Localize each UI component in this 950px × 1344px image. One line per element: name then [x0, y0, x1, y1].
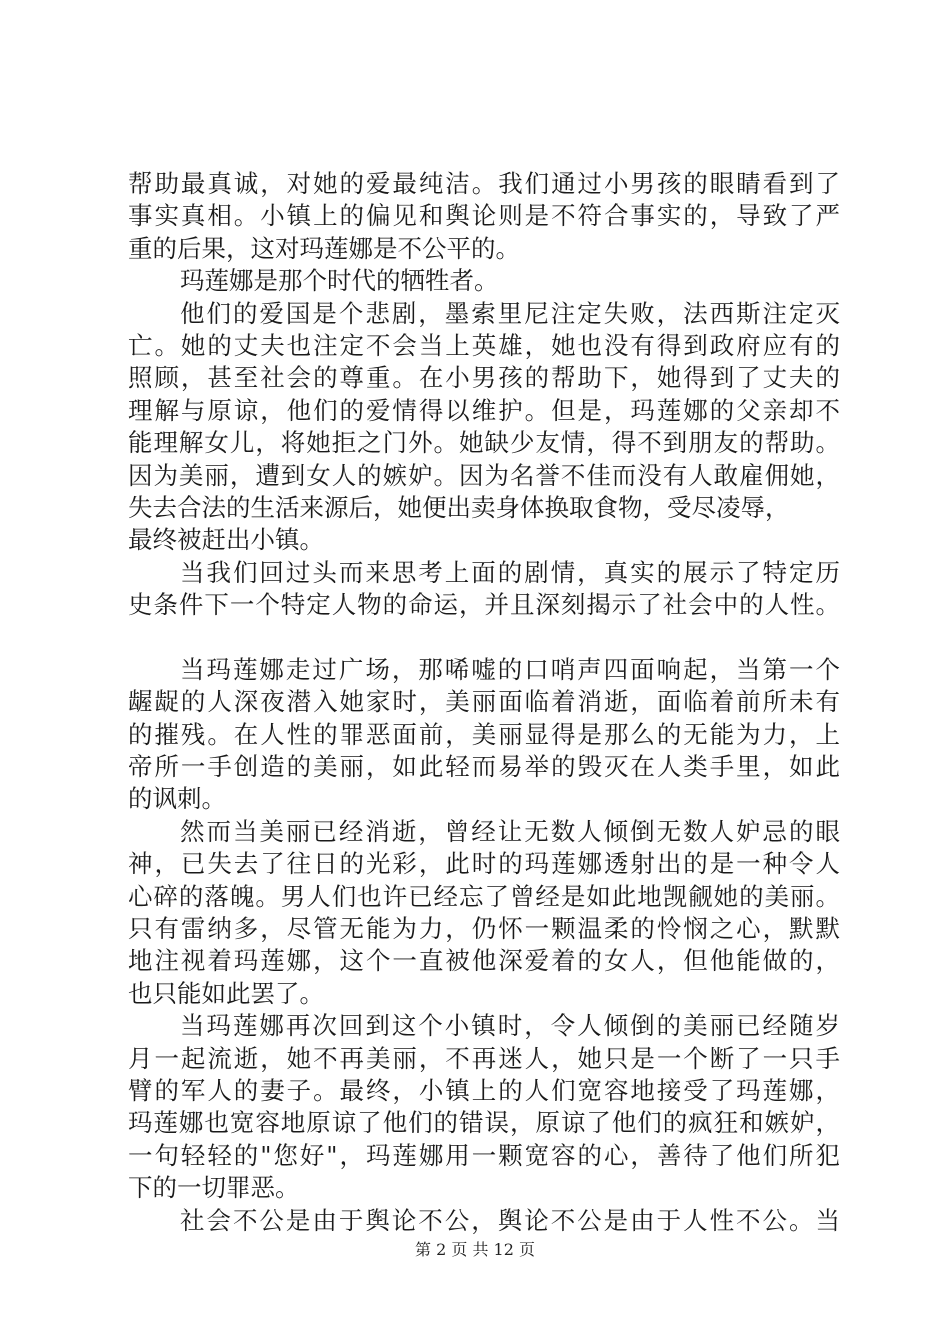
text-line: 史条件下一个特定人物的命运，并且深刻揭示了社会中的人性。 — [128, 590, 840, 620]
text-line: 重的后果，这对玛莲娜是不公平的。 — [128, 233, 520, 263]
text-line: 的讽刺。 — [128, 784, 226, 814]
text-line: 事实真相。小镇上的偏见和舆论则是不符合事实的，导致了严 — [128, 201, 840, 231]
text-line: 一句轻轻的"您好"，玛莲娜用一颗宽容的心，善待了他们所犯 — [128, 1140, 840, 1170]
text-line: 神，已失去了往日的光彩，此时的玛莲娜透射出的是一种令人 — [128, 849, 840, 879]
text-line: 他们的爱国是个悲剧，墨索里尼注定失败，法西斯注定灭 — [180, 298, 840, 328]
text-line: 心碎的落魄。男人们也许已经忘了曾经是如此地觊觎她的美丽。 — [128, 881, 840, 911]
text-line: 失去合法的生活来源后，她便出卖身体换取食物，受尽凌辱， — [128, 492, 790, 522]
text-line: 下的一切罪恶。 — [128, 1173, 300, 1203]
text-line: 的摧残。在人性的罪恶面前，美丽显得是那么的无能为力，上 — [128, 719, 840, 749]
text-line: 玛莲娜也宽容地原谅了他们的错误，原谅了他们的疯狂和嫉妒， — [128, 1108, 840, 1138]
text-line: 理解与原谅，他们的爱情得以维护。但是，玛莲娜的父亲却不 — [128, 395, 840, 425]
text-line: 当玛莲娜走过广场，那唏嘘的口哨声四面响起，当第一个 — [180, 654, 840, 684]
blank-line — [128, 621, 840, 653]
text-line: 帝所一手创造的美丽，如此轻而易举的毁灭在人类手里，如此 — [128, 752, 840, 782]
text-line: 最终被赶出小镇。 — [128, 525, 324, 555]
text-line: 臂的军人的妻子。最终，小镇上的人们宽容地接受了玛莲娜， — [128, 1075, 840, 1105]
text-line: 社会不公是由于舆论不公，舆论不公是由于人性不公。当 — [180, 1205, 840, 1235]
text-line: 龌龊的人深夜潜入她家时，美丽面临着消逝，面临着前所未有 — [128, 687, 840, 717]
text-line: 因为美丽，遭到女人的嫉妒。因为名誉不佳而没有人敢雇佣她， — [128, 460, 840, 490]
text-line: 亡。她的丈夫也注定不会当上英雄，她也没有得到政府应有的 — [128, 330, 840, 360]
text-line: 能理解女儿，将她拒之门外。她缺少友情，得不到朋友的帮助。 — [128, 428, 840, 458]
text-line: 照顾，甚至社会的尊重。在小男孩的帮助下，她得到了丈夫的 — [128, 363, 840, 393]
text-line: 当玛莲娜再次回到这个小镇时，令人倾倒的美丽已经随岁 — [180, 1011, 840, 1041]
text-line: 然而当美丽已经消逝，曾经让无数人倾倒无数人妒忌的眼 — [180, 816, 840, 846]
text-line: 当我们回过头而来思考上面的剧情，真实的展示了特定历 — [180, 557, 840, 587]
text-line: 月一起流逝，她不再美丽，不再迷人，她只是一个断了一只手 — [128, 1043, 840, 1073]
text-line: 也只能如此罢了。 — [128, 978, 324, 1008]
text-line: 玛莲娜是那个时代的牺牲者。 — [180, 266, 499, 296]
body-text — [128, 168, 840, 1237]
text-line: 帮助最真诚，对她的爱最纯洁。我们通过小男孩的眼睛看到了 — [128, 169, 840, 198]
text-line: 只有雷纳多，尽管无能为力，仍怀一颗温柔的怜悯之心，默默 — [128, 913, 840, 943]
page-footer: 第 2 页 共 12 页 — [415, 1240, 535, 1259]
text-line: 地注视着玛莲娜，这个一直被他深爱着的女人，但他能做的， — [128, 946, 840, 976]
